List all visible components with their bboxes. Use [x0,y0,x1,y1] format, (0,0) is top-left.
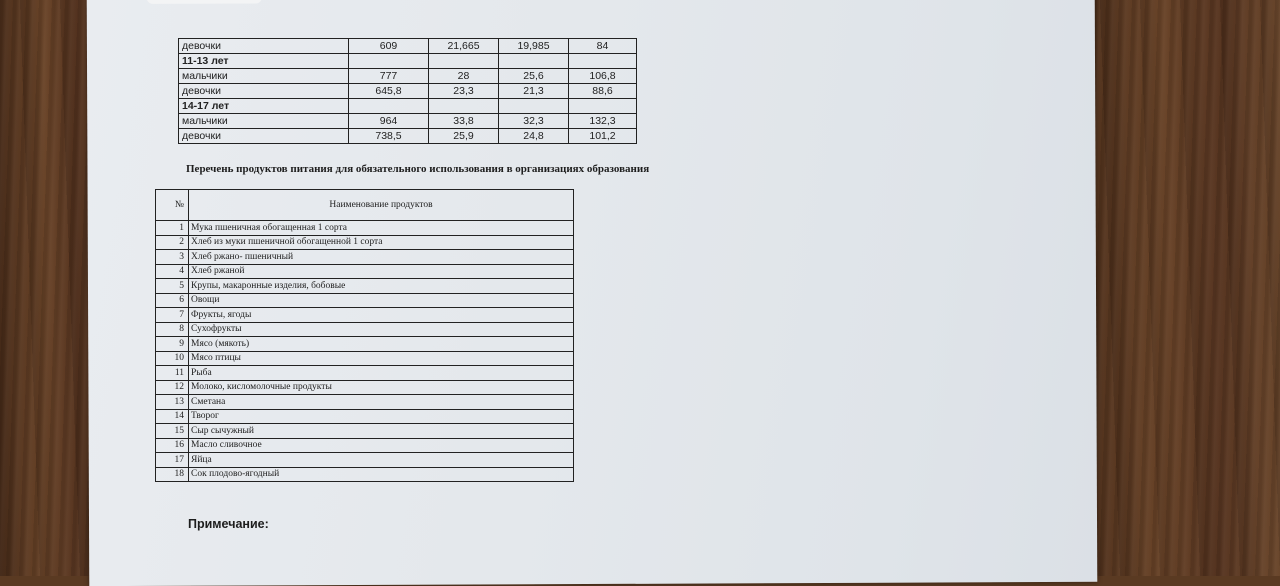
value-cell: 25,9 [429,129,499,144]
item-number-cell: 3 [156,250,189,265]
value-cell [349,54,429,69]
value-cell: 19,985 [499,39,569,54]
item-number-cell: 11 [156,366,189,381]
table-row [179,129,637,144]
item-number-cell: 17 [156,453,189,468]
value-cell: 964 [349,114,429,129]
item-name-cell: Мясо птицы [189,351,574,366]
item-name-cell: Молоко, кисломолочные продукты [189,380,574,395]
value-cell [429,54,499,69]
section-heading: Перечень продуктов питания для обязательного использования в организациях образования [186,163,650,175]
table-row [156,380,574,395]
table-row [156,438,574,453]
item-number-cell: 5 [156,279,189,294]
item-name-cell: Рыба [189,366,574,381]
table-row [179,69,637,84]
item-name-cell: Сухофрукты [189,322,574,337]
table-row [156,366,574,381]
item-number-cell: 1 [156,221,189,236]
value-cell: 25,6 [499,69,569,84]
item-number-cell: 10 [156,351,189,366]
item-name-cell: Сметана [189,395,574,410]
item-name-cell: Сыр сычужный [189,424,574,439]
table-row [156,279,574,294]
row-label-cell: девочки [179,39,349,54]
table-row [156,221,574,236]
table-row [156,351,574,366]
value-cell: 645,8 [349,84,429,99]
table-row [156,322,574,337]
item-name-cell: Хлеб ржаной [189,264,574,279]
row-label-cell: девочки [179,129,349,144]
table-row [156,467,574,482]
value-cell: 21,3 [499,84,569,99]
item-name-cell: Фрукты, ягоды [189,308,574,323]
table-row [156,453,574,468]
item-number-cell: 16 [156,438,189,453]
table-row [156,395,574,410]
food-products-table [155,189,574,482]
item-name-cell: Мука пшеничная обогащенная 1 сорта [189,221,574,236]
value-cell [499,99,569,114]
item-name-cell: Хлеб ржано- пшеничный [189,250,574,265]
table-header-row [156,190,574,221]
value-cell: 24,8 [499,129,569,144]
value-cell: 738,5 [349,129,429,144]
row-label-cell: 11-13 лет [179,54,349,69]
value-cell: 21,665 [429,39,499,54]
value-cell: 28 [429,69,499,84]
item-name-cell: Мясо (мякоть) [189,337,574,352]
item-number-cell: 15 [156,424,189,439]
item-name-cell: Творог [189,409,574,424]
nutrition-norms-table [178,38,637,144]
value-cell: 777 [349,69,429,84]
table-row [156,337,574,352]
table-row [156,264,574,279]
table-row [179,84,637,99]
item-number-cell: 8 [156,322,189,337]
value-cell [429,99,499,114]
item-name-cell: Сок плодово-ягодный [189,467,574,482]
item-name-cell: Хлеб из муки пшеничной обогащенной 1 сорта [189,235,574,250]
value-cell: 84 [569,39,637,54]
table-row [156,424,574,439]
item-number-cell: 6 [156,293,189,308]
item-name-cell: Яйца [189,453,574,468]
page-fold [147,0,262,4]
item-number-cell: 14 [156,409,189,424]
item-number-cell: 4 [156,264,189,279]
value-cell: 106,8 [569,69,637,84]
value-cell: 88,6 [569,84,637,99]
item-name-cell: Масло сливочное [189,438,574,453]
table-row [156,308,574,323]
value-cell: 33,8 [429,114,499,129]
item-number-cell: 18 [156,467,189,482]
row-label-cell: мальчики [179,114,349,129]
table-row [156,250,574,265]
table-row [179,114,637,129]
table-row [179,54,637,69]
value-cell: 132,3 [569,114,637,129]
value-cell [569,54,637,69]
item-number-cell: 9 [156,337,189,352]
value-cell: 32,3 [499,114,569,129]
wooden-table-right [1080,0,1280,576]
row-label-cell: 14-17 лет [179,99,349,114]
item-number-cell: 13 [156,395,189,410]
item-number-cell: 2 [156,235,189,250]
table-row [156,409,574,424]
item-number-cell: 7 [156,308,189,323]
table-row [179,99,637,114]
header-product-name: Наименование продуктов [189,190,574,221]
note-label: Примечание: [188,517,269,531]
value-cell [569,99,637,114]
table-row [179,39,637,54]
value-cell [499,54,569,69]
value-cell: 101,2 [569,129,637,144]
table-row [156,235,574,250]
table-row [156,293,574,308]
row-label-cell: девочки [179,84,349,99]
row-label-cell: мальчики [179,69,349,84]
item-name-cell: Овощи [189,293,574,308]
item-number-cell: 12 [156,380,189,395]
value-cell: 23,3 [429,84,499,99]
value-cell: 609 [349,39,429,54]
header-number: № [156,190,189,221]
item-name-cell: Крупы, макаронные изделия, бобовые [189,279,574,294]
value-cell [349,99,429,114]
